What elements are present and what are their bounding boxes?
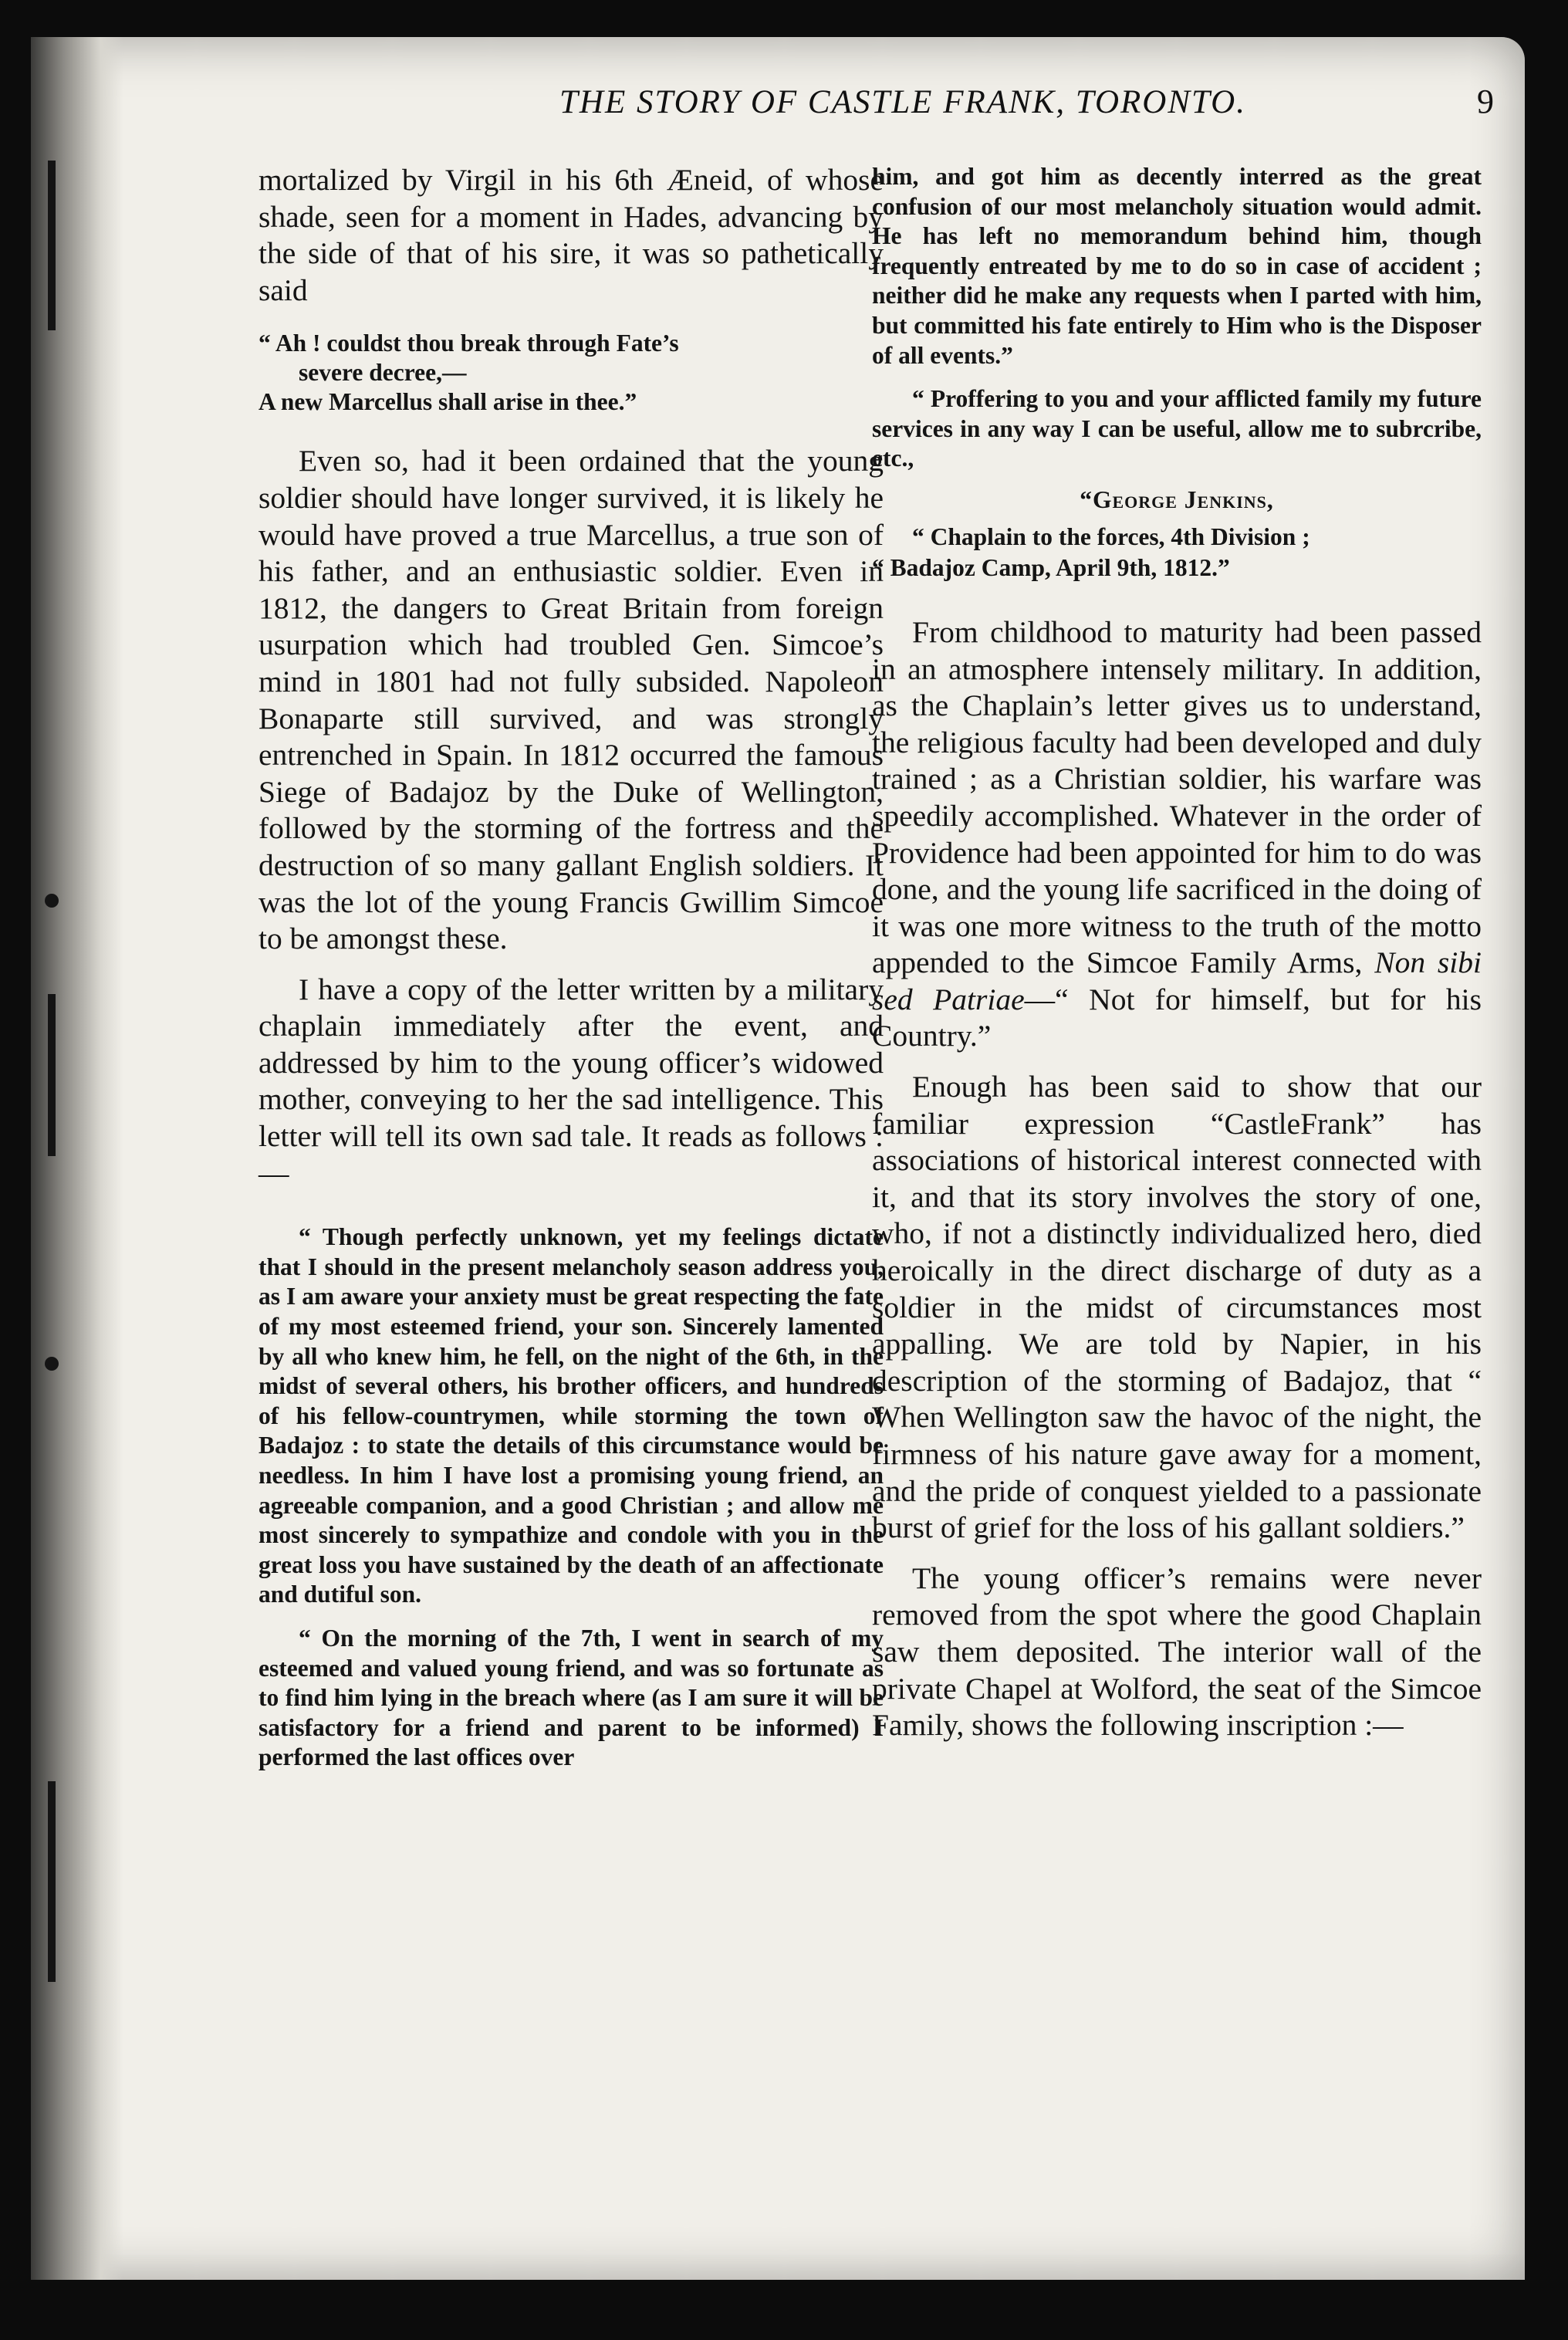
verse-line: severe decree,— [299, 359, 467, 387]
verse-line: “ Ah ! couldst thou break through Fate’s [259, 330, 679, 357]
paragraph: Enough has been said to show that our familiar expression “CastleFrank” has associations of historical interest connected with it, and that its story involves the story of one, who, if not a distinctly individualized hero, died heroically in the direct discharge of duty as a soldier in the midst of circumstances most appalling. We are told by Napier, in his description of the storming of Badajoz, that “ When Wellington saw the havoc of the night, the firmness of his nature gave away for a moment, and the pride of conquest yielded to a passionate burst of grief for the loss of his gallant soldiers.” [872, 1070, 1482, 1545]
paragraph-text: —“ Not for himself, but for his Country.” [872, 982, 1482, 1053]
paragraph: mortalized by Virgil in his 6th Æneid, of whose shade, seen for a moment in Hades, advancing by the side of that of his sire, it was so pathetically said [259, 163, 884, 307]
binding-mark [48, 1781, 56, 1982]
signature-place: “ Badajoz Camp, April 9th, 1812.” [872, 553, 1230, 581]
book-page [31, 37, 1525, 2280]
letter-paragraph: “ Though perfectly unknown, yet my feelings dictate that I should in the present melancholy season address you, as I am aware your anxiety must be great respecting the fate of my most esteemed friend, your son. Sincerely lamented by all who knew him, he fell, on the night of the 6th, in the midst of several others, his brother officers, and hundreds of his fellow-countrymen, while storming the town of Badajoz : to state the details of this circumstance would be needless. In him I have lost a promising young friend, an agreeable companion, and a good Christian ; and allow me most sincerely to sympathize and condole with you in the great loss you have sustained by the death of an affectionate and dutiful son. [259, 1223, 884, 1608]
signature-name: “George Jenkins, [1080, 485, 1274, 513]
left-column [259, 162, 884, 1773]
verse-line: A new Marcellus shall arise in thee.” [259, 388, 637, 416]
paragraph [872, 614, 1482, 1055]
letter-paragraph: “ On the morning of the 7th, I went in search of my esteemed and valued young friend, and was so fortunate as to find him lying in the breach where (as I am sure it will be satisfactory for a friend and parent to be informed) I performed the last offices over [259, 1624, 884, 1771]
motto: Non sibi sed Patriae [872, 945, 1482, 1016]
binding-mark [48, 994, 56, 1156]
binding-mark [45, 1357, 59, 1371]
right-column [872, 162, 1482, 1744]
binding-mark [48, 161, 56, 330]
letter-paragraph: “ Proffering to you and your afflicted family my future services in any way I can be useful, allow me to subrcribe, etc., [872, 385, 1482, 472]
paragraph: The young officer’s remains were never removed from the spot where the good Chaplain saw them deposited. The interior wall of the private Chapel at Wolford, the seat of the Simcoe Family, shows the following inscription :— [872, 1561, 1482, 1743]
paragraph: Even so, had it been ordained that the young soldier should have longer survived, it is likely he would have proved a true Marcellus, a true son of his father, and an enthusiastic soldier. Even in 1812, the dangers to Great Britain from foreign usurpation which had troubled Gen. Simcoe’s mind in 1801 had not fully subsided. Napoleon Bonaparte still survived, and was strongly entrenched in Spain. In 1812 occurred the famous Siege of Badajoz by the Duke of Wellington, followed by the storming of the fortress and the destruction of so many gallant English soldiers. It was the lot of the young Francis Gwillim Simcoe to be amongst these. [259, 444, 884, 956]
verse-quote [259, 329, 884, 417]
signature-title: “ Chaplain to the forces, 4th Division ; [912, 522, 1310, 550]
running-title: THE STORY OF CASTLE FRANK, TORONTO. [559, 84, 1246, 120]
letter-paragraph: him, and got him as decently interred as the great confusion of our most melancholy situation would admit. He has left no memorandum behind him, though frequently entreated by me to do so in case of accident ; neither did he make any requests when I parted with him, but committed his fate entirely to Him who is the Disposer of all events.” [872, 163, 1482, 369]
binding-gutter [31, 37, 123, 2280]
binding-mark [45, 894, 59, 908]
paragraph: I have a copy of the letter written by a military chaplain immediately after the event, and addressed by him to the young officer’s widowed mother, conveying to her the sad intelligence. This letter will tell its own sad tale. It reads as follows :— [259, 972, 884, 1190]
paragraph-text: From childhood to maturity had been passed in an atmosphere intensely military. In addition, as the Chaplain’s letter gives us to understand, the religious faculty had been developed and duly trained ; as a Christian soldier, his warfare was speedily accomplished. Whatever in the order of Providence had been appointed for him to do was done, and the young life sacrificed in the doing of it was one more witness to the truth of the motto appended to the Simcoe Family Arms, [872, 614, 1482, 980]
page-number: 9 [1477, 83, 1494, 120]
